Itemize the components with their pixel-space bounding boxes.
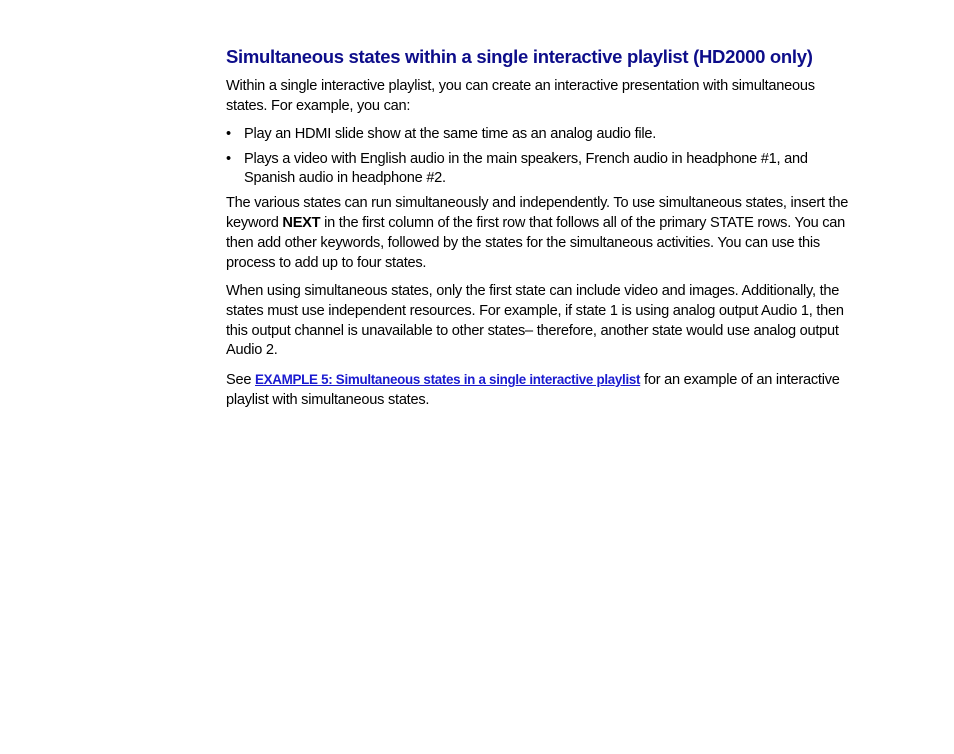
states-paragraph-after: in the first column of the first row that follows all of the primary STATE rows. You can then add other keywords, followed by the states for the simultaneous activities. You can use this process to add up to four states. [226,215,846,271]
bullet-item [226,125,856,144]
next-keyword: NEXT [282,215,321,232]
see-suffix: for an example of an interactive playlist with simultaneous states. [226,372,840,408]
states-paragraph [226,194,856,273]
bullet-item [226,150,856,188]
bullet-marker: • [226,151,231,168]
section-heading: Simultaneous states within a single interactive playlist (HD2000 only) [226,46,813,67]
bullet-marker: • [226,126,231,143]
example-5-link[interactable]: EXAMPLE 5: Simultaneous states in a single interactive playlist [255,372,641,388]
see-example-paragraph [226,370,856,410]
states-paragraph-before: The various states can run simultaneously and independently. To use simultaneous states, insert the keyword [226,195,849,232]
bullet-item-text: Plays a video with English audio in the main speakers, French audio in headphone #1, and Spanish audio in headphone #2. [244,151,808,187]
example-bullet-list [226,125,856,188]
section-content [226,44,856,419]
resources-paragraph: When using simultaneous states, only the first state can include video and images. Additionally, the states must use independent resources. For example, if state 1 is using analog output Audio 1, then this output channel is unavailable to other states– therefore, another state would use analog output Audio 2. [226,283,844,359]
bullet-item-text: Play an HDMI slide show at the same time as an analog audio file. [244,126,657,143]
intro-paragraph: Within a single interactive playlist, you can create an interactive presentation with simultaneous states. For example, you can: [226,78,815,114]
see-prefix: See [226,372,256,389]
